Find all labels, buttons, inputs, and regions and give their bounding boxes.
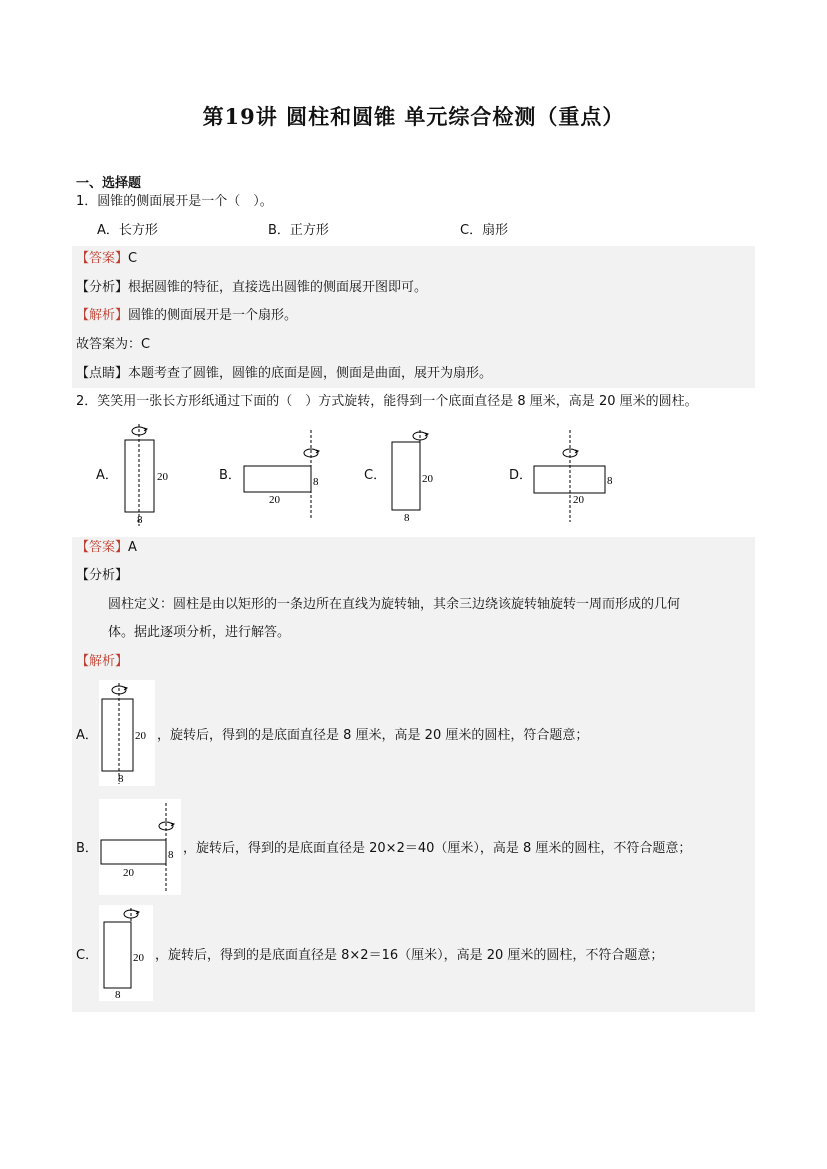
question-1-stem: 1．圆锥的侧面展开是一个（ ）。 [76,194,273,209]
item-b-bottom-label: 20 [123,867,134,879]
q1-explain [76,306,297,326]
fig-c-side-label: 20 [422,473,433,485]
q2-figure-a [118,420,178,530]
q1-option-c: C．扇形 [460,223,509,238]
fig-d-side-label: 8 [607,475,613,487]
page-title: 第19讲 圆柱和圆锥 单元综合检测（重点） [202,104,625,129]
analysis-text: 根据圆锥的特征，直接选出圆锥的侧面展开图即可。 [128,280,428,295]
answer-tag: 【答案】 [76,251,129,266]
q2-item-c-text: ，旋转后，得到的是底面直径是 8×2＝16（厘米），高是 20 厘米的圆柱，不符合题意； [155,948,664,963]
item-c-side-label: 20 [133,952,144,964]
q2-figure-c [386,428,446,524]
q2-analysis-line-2: 体。据此逐项分析，进行解答。 [108,625,291,640]
q1-option-b: B．正方形 [268,223,329,238]
question-2-stem: 2．笑笑用一张长方形纸通过下面的（ ）方式旋转，能得到一个底面直径是 8 厘米，高是 20 厘米的圆柱。 [76,394,698,409]
comment-tag: 【点睛】 [76,366,129,381]
fig-b-bottom-label: 20 [269,494,280,506]
section-heading: 一、选择题 [76,176,142,191]
q2-item-b-text: ，旋转后，得到的是底面直径是 20×2＝40（厘米），高是 8 厘米的圆柱，不符合题意； [183,841,692,856]
q2-analysis-line-1: 圆柱定义：圆柱是由以矩形的一条边所在直线为旋转轴，其余三边绕该旋转轴旋转一周而形成的几何 [108,597,681,612]
item-c-bottom-label: 8 [115,989,121,1001]
fig-a-side-label: 20 [157,471,168,483]
q2-item-a-text: ，旋转后，得到的是底面直径是 8 厘米，高是 20 厘米的圆柱，符合题意； [157,728,589,743]
analysis-tag: 【分析】 [76,280,129,295]
answer-value: A [128,540,137,555]
answer-value: C [128,251,138,266]
q1-option-a: A．长方形 [97,223,158,238]
item-a-side-label: 20 [135,730,146,742]
item-b-side-label: 8 [168,849,174,861]
fig-c-bottom-label: 8 [404,512,410,524]
q2-item-a-label: A． [76,728,98,743]
q2-item-c-figure [99,905,153,1001]
q2-option-d-label: D． [509,468,533,483]
fig-b-side-label: 8 [313,476,319,488]
q2-option-c-label: C． [364,468,387,483]
q2-figure-d [530,428,625,524]
q2-answer [76,538,137,558]
q2-item-c-label: C． [76,948,99,963]
item-a-bottom-label: 8 [118,773,124,785]
q2-figure-b [240,428,330,520]
q2-option-a-label: A． [96,468,118,483]
fig-a-bottom-label: 8 [137,514,143,526]
q2-item-b-figure [99,799,181,895]
q2-option-b-label: B． [219,468,241,483]
q2-item-b-label: B． [76,841,98,856]
q1-answer [76,249,137,269]
q2-analysis-tag: 【分析】 [76,568,129,583]
fig-d-bottom-label: 20 [573,494,584,506]
q1-conclusion: 故答案为：C [76,337,151,352]
comment-text: 本题考查了圆锥，圆锥的底面是圆，侧面是曲面，展开为扇形。 [128,366,493,381]
answer-tag: 【答案】 [76,540,129,555]
explain-text: 圆锥的侧面展开是一个扇形。 [128,308,298,323]
q1-comment [76,364,492,384]
q1-analysis [76,278,427,298]
explain-tag: 【解析】 [76,308,129,323]
q2-explain-tag: 【解析】 [76,654,129,669]
q2-item-a-figure [99,680,155,786]
